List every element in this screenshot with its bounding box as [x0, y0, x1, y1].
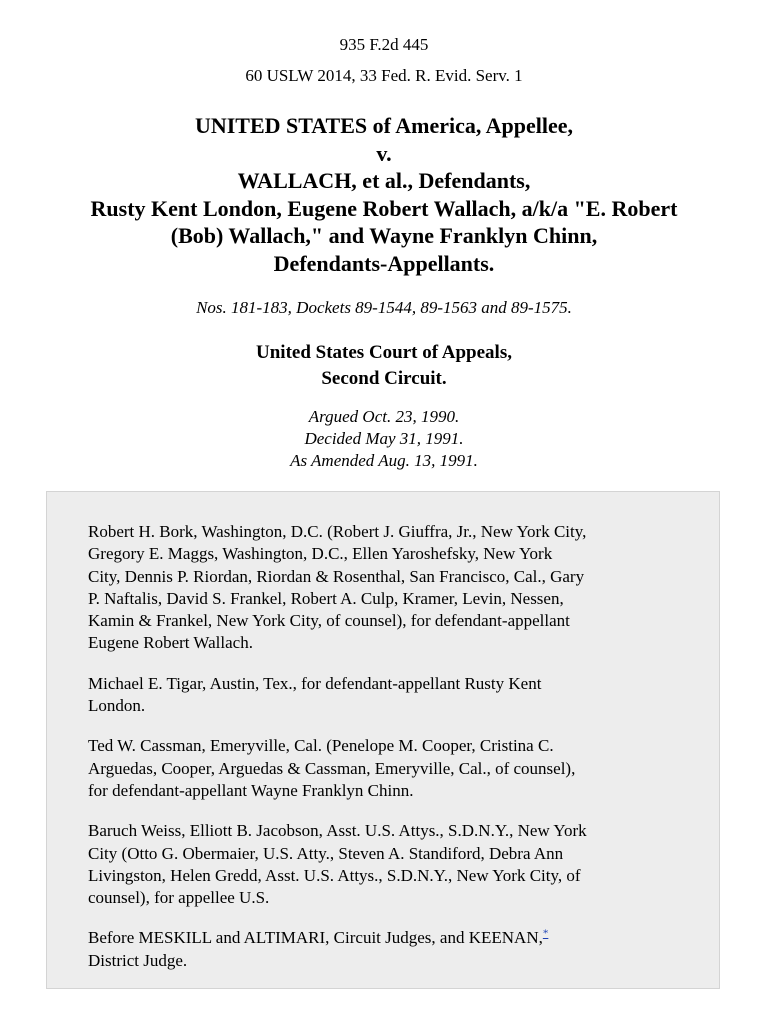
counsel-line: Gregory E. Maggs, Washington, D.C., Ellen Yaroshefsky, New York	[88, 544, 553, 564]
counsel-line: Michael E. Tigar, Austin, Tex., for defendant-appellant Rusty Kent	[88, 673, 542, 693]
caption-line: Rusty Kent London, Eugene Robert Wallach, a/k/a "E. Robert	[90, 195, 678, 221]
parallel-citations: 60 USLW 2014, 33 Fed. R. Evid. Serv. 1	[245, 66, 523, 85]
counsel-line: London.	[88, 696, 146, 716]
decided-date: Decided May 31, 1991.	[304, 429, 464, 448]
bench-paragraph	[88, 927, 688, 972]
caption-line: WALLACH, et al., Defendants,	[237, 168, 531, 193]
counsel-line: Kamin & Frankel, New York City, of counsel), for defendant-appellant	[88, 611, 570, 631]
bench-line	[88, 927, 688, 949]
counsel-line: Arguedas, Cooper, Arguedas & Cassman, Emeryville, Cal., of counsel),	[88, 758, 576, 778]
caption-line: Defendants-Appellants.	[273, 250, 495, 276]
bench-judges: Before MESKILL and ALTIMARI, Circuit Judges, and KEENAN,	[88, 928, 543, 948]
counsel-line: P. Naftalis, David S. Frankel, Robert A. Culp, Kramer, Levin, Nessen,	[88, 588, 564, 608]
court-line: Second Circuit.	[321, 368, 447, 389]
counsel-text	[88, 521, 688, 990]
caption-line: UNITED STATES of America, Appellee,	[194, 113, 574, 138]
counsel-line: City (Otto G. Obermaier, U.S. Atty., Steven A. Standiford, Debra Ann	[88, 843, 564, 863]
counsel-line: Ted W. Cassman, Emeryville, Cal. (Penelope M. Cooper, Cristina C.	[88, 736, 554, 756]
case-dates	[0, 406, 768, 472]
argued-date: Argued Oct. 23, 1990.	[308, 407, 460, 426]
counsel-paragraph	[88, 820, 688, 909]
counsel-line: Eugene Robert Wallach.	[88, 633, 253, 653]
bench-line: District Judge.	[88, 950, 188, 970]
counsel-line: Baruch Weiss, Elliott B. Jacobson, Asst. U.S. Attys., S.D.N.Y., New York	[88, 821, 587, 841]
court-name	[0, 340, 768, 392]
counsel-line: Livingston, Helen Gredd, Asst. U.S. Attys., S.D.N.Y., New York City, of	[88, 865, 581, 885]
reporter-citation: 935 F.2d 445	[339, 35, 429, 54]
counsel-paragraph	[88, 673, 688, 718]
counsel-line: for defendant-appellant Wayne Franklyn Chinn.	[88, 780, 414, 800]
counsel-line: counsel), for appellee U.S.	[88, 888, 270, 908]
docket-numbers: Nos. 181-183, Dockets 89-1544, 89-1563 and 89-1575.	[196, 298, 572, 317]
counsel-paragraph	[88, 521, 688, 655]
counsel-line: Robert H. Bork, Washington, D.C. (Robert J. Giuffra, Jr., New York City,	[88, 522, 587, 541]
footnote-link[interactable]: *	[542, 927, 549, 940]
counsel-panel	[46, 491, 720, 989]
caption-line: (Bob) Wallach," and Wayne Franklyn Chinn,	[170, 223, 598, 248]
court-line: United States Court of Appeals,	[256, 342, 512, 363]
case-caption	[30, 112, 738, 277]
counsel-paragraph	[88, 735, 688, 802]
amended-date: As Amended Aug. 13, 1991.	[290, 451, 478, 470]
caption-line: v.	[376, 140, 392, 166]
counsel-line: City, Dennis P. Riordan, Riordan & Rosenthal, San Francisco, Cal., Gary	[88, 566, 585, 586]
